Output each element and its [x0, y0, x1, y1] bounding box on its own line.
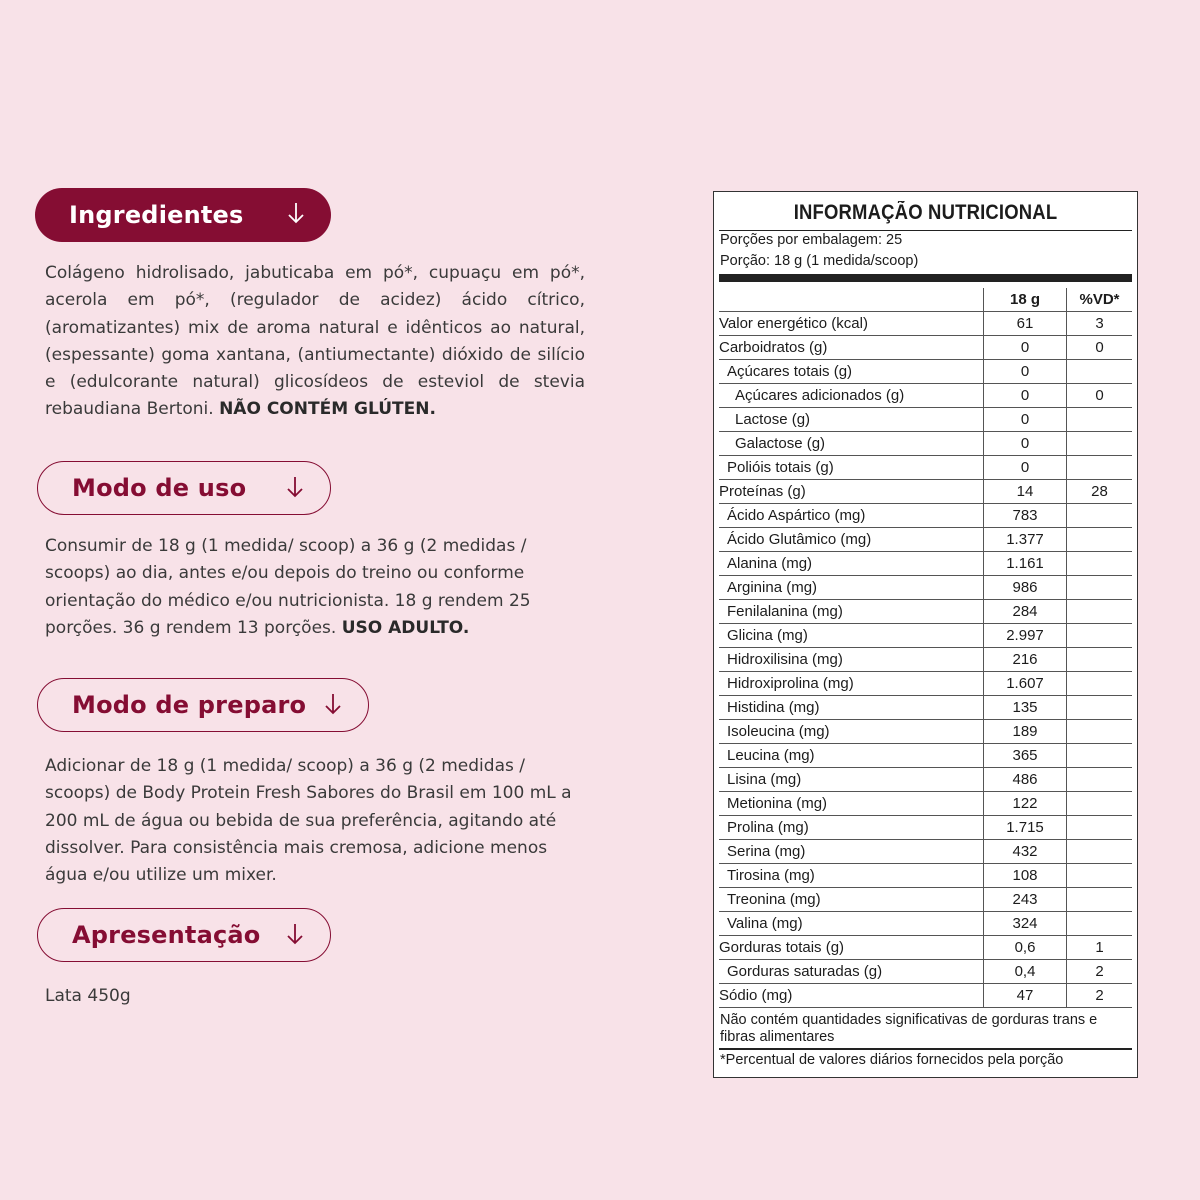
preparation-text: Adicionar de 18 g (1 medida/ scoop) a 36 g (2 medidas / scoops) de Body Protein Fresh Sabores do Brasil em 100 mL a 200 mL de água ou bebida de sua preferência, agitando até dissolver. Para consistência mais cremosa, adicione menos água e/ou utilize um mixer.: [45, 756, 572, 886]
nutrient-name: Valina (mg): [719, 912, 984, 936]
nutrient-vd: [1067, 888, 1133, 912]
nutrient-vd: 0: [1067, 336, 1133, 360]
table-row: [719, 624, 1132, 648]
nutrient-amount: 986: [984, 576, 1067, 600]
nutrient-vd: [1067, 912, 1133, 936]
nutrient-amount: 0: [984, 360, 1067, 384]
nutrient-vd: [1067, 552, 1133, 576]
arrow-down-icon: [286, 921, 304, 947]
nutrient-name: Treonina (mg): [719, 888, 984, 912]
nutrient-amount: 108: [984, 864, 1067, 888]
nutrition-footnote: Não contém quantidades significativas de gorduras trans e fibras alimentares: [720, 1012, 1098, 1045]
nutrient-amount: 47: [984, 984, 1067, 1008]
table-row: [719, 936, 1132, 960]
ingredients-toggle-button[interactable]: [35, 188, 331, 242]
arrow-down-icon: [287, 200, 305, 226]
nutrient-name: Gorduras saturadas (g): [719, 960, 984, 984]
divider: [719, 1048, 1132, 1050]
nutrient-name: Hidroxiprolina (mg): [719, 672, 984, 696]
header-blank: [719, 288, 984, 312]
table-row: [719, 816, 1132, 840]
table-row: [719, 480, 1132, 504]
nutrient-vd: 0: [1067, 384, 1133, 408]
nutrient-vd: [1067, 408, 1133, 432]
nutrient-vd: [1067, 624, 1133, 648]
nutrient-vd: 2: [1067, 960, 1133, 984]
nutrient-vd: [1067, 600, 1133, 624]
nutrient-vd: [1067, 360, 1133, 384]
nutrient-name: Ácido Glutâmico (mg): [719, 528, 984, 552]
nutrient-vd: [1067, 696, 1133, 720]
table-row: [719, 600, 1132, 624]
nutrient-name: Valor energético (kcal): [719, 312, 984, 336]
nutrient-name: Galactose (g): [719, 432, 984, 456]
nutrient-name: Hidroxilisina (mg): [719, 648, 984, 672]
table-row: [719, 864, 1132, 888]
nutrient-amount: 1.161: [984, 552, 1067, 576]
presentation-text: Lata 450g: [45, 986, 131, 1006]
nutrient-amount: 122: [984, 792, 1067, 816]
nutrient-amount: 243: [984, 888, 1067, 912]
table-row: [719, 720, 1132, 744]
table-row: [719, 672, 1132, 696]
nutrient-amount: 284: [984, 600, 1067, 624]
nutrient-vd: [1067, 720, 1133, 744]
table-row: [719, 312, 1132, 336]
nutrient-name: Proteínas (g): [719, 480, 984, 504]
nutrient-amount: 2.997: [984, 624, 1067, 648]
nutrient-name: Ácido Aspártico (mg): [719, 504, 984, 528]
gluten-warning: NÃO CONTÉM GLÚTEN.: [219, 399, 436, 420]
nutrient-amount: 486: [984, 768, 1067, 792]
table-row: [719, 792, 1132, 816]
nutrient-name: Gorduras totais (g): [719, 936, 984, 960]
table-row: [719, 552, 1132, 576]
nutrient-name: Metionina (mg): [719, 792, 984, 816]
nutrient-vd: 1: [1067, 936, 1133, 960]
arrow-down-icon: [324, 691, 342, 717]
nutrition-table: [719, 288, 1132, 1008]
nutrient-amount: 0: [984, 408, 1067, 432]
nutrient-amount: 783: [984, 504, 1067, 528]
table-row: [719, 648, 1132, 672]
nutrient-amount: 216: [984, 648, 1067, 672]
nutrient-amount: 1.377: [984, 528, 1067, 552]
nutrient-name: Polióis totais (g): [719, 456, 984, 480]
nutrition-title: INFORMAÇÃO NUTRICIONAL: [793, 201, 1058, 224]
nutrient-vd: [1067, 672, 1133, 696]
table-row: [719, 384, 1132, 408]
header-vd: %VD*: [1067, 288, 1133, 312]
nutrient-vd: [1067, 792, 1133, 816]
table-row: [719, 888, 1132, 912]
nutrient-vd: [1067, 864, 1133, 888]
nutrient-vd: [1067, 576, 1133, 600]
preparation-toggle-button[interactable]: [37, 678, 369, 732]
nutrient-vd: [1067, 432, 1133, 456]
table-row: [719, 408, 1132, 432]
nutrient-name: Lactose (g): [719, 408, 984, 432]
nutrient-name: Açúcares totais (g): [719, 360, 984, 384]
table-row: [719, 768, 1132, 792]
table-row: [719, 456, 1132, 480]
nutrient-name: Prolina (mg): [719, 816, 984, 840]
nutrient-vd: [1067, 456, 1133, 480]
preparation-title: Modo de preparo: [72, 691, 307, 719]
nutrient-amount: 189: [984, 720, 1067, 744]
table-row: [719, 696, 1132, 720]
table-header-row: [719, 288, 1132, 312]
table-row: [719, 912, 1132, 936]
nutrient-amount: 61: [984, 312, 1067, 336]
nutrition-facts-panel: [713, 191, 1138, 1078]
table-row: [719, 744, 1132, 768]
nutrient-amount: 0,6: [984, 936, 1067, 960]
nutrient-amount: 432: [984, 840, 1067, 864]
nutrient-amount: 14: [984, 480, 1067, 504]
nutrient-amount: 135: [984, 696, 1067, 720]
nutrient-amount: 324: [984, 912, 1067, 936]
table-row: [719, 840, 1132, 864]
nutrient-amount: 0: [984, 456, 1067, 480]
nutrient-amount: 0: [984, 384, 1067, 408]
nutrient-name: Alanina (mg): [719, 552, 984, 576]
nutrient-vd: [1067, 504, 1133, 528]
nutrient-vd: 28: [1067, 480, 1133, 504]
nutrient-amount: 0: [984, 432, 1067, 456]
portion-size: Porção: 18 g (1 medida/scoop): [720, 253, 919, 269]
nutrient-name: Sódio (mg): [719, 984, 984, 1008]
nutrient-name: Tirosina (mg): [719, 864, 984, 888]
thick-divider: [719, 274, 1132, 282]
nutrient-name: Glicina (mg): [719, 624, 984, 648]
nutrient-amount: 1.607: [984, 672, 1067, 696]
nutrient-vd: 3: [1067, 312, 1133, 336]
nutrient-name: Isoleucina (mg): [719, 720, 984, 744]
nutrient-amount: 0,4: [984, 960, 1067, 984]
daily-value-note: *Percentual de valores diários fornecidos pela porção: [720, 1052, 1064, 1068]
nutrient-name: Fenilalanina (mg): [719, 600, 984, 624]
usage-toggle-button[interactable]: [37, 461, 331, 515]
presentation-toggle-button[interactable]: [37, 908, 331, 962]
table-row: [719, 336, 1132, 360]
arrow-down-icon: [286, 474, 304, 500]
nutrient-vd: [1067, 840, 1133, 864]
nutrient-name: Carboidratos (g): [719, 336, 984, 360]
nutrient-vd: 2: [1067, 984, 1133, 1008]
nutrient-vd: [1067, 816, 1133, 840]
nutrient-vd: [1067, 648, 1133, 672]
header-amount: 18 g: [984, 288, 1067, 312]
nutrient-amount: 1.715: [984, 816, 1067, 840]
table-row: [719, 960, 1132, 984]
nutrient-amount: 365: [984, 744, 1067, 768]
divider: [719, 230, 1132, 231]
nutrient-amount: 0: [984, 336, 1067, 360]
table-row: [719, 576, 1132, 600]
usage-text: Consumir de 18 g (1 medida/ scoop) a 36 g (2 medidas / scoops) ao dia, antes e/ou depois do treino ou conforme orientação do médico e/ou nutricionista. 18 g rendem 25 porções. 36 g rendem 13 porções. USO ADULTO.: [45, 536, 531, 638]
nutrient-name: Lisina (mg): [719, 768, 984, 792]
adult-use-label: USO ADULTO.: [341, 617, 470, 638]
nutrient-name: Açúcares adicionados (g): [719, 384, 984, 408]
ingredients-text: Colágeno hidrolisado, jabuticaba em pó*, cupuaçu em pó*, acerola em pó*, (regulador de acidez) ácido cítrico, (aromatizantes) mix de aroma natural e idênticos ao natural, (espessante) goma xantana, (antiumectante) dióxido de silício e (edulcorante natural) glicosídeos de esteviol de stevia rebaudiana Bertoni. NÃO CONTÉM GLÚTEN.: [45, 263, 585, 420]
nutrient-vd: [1067, 528, 1133, 552]
ingredients-title: Ingredientes: [69, 201, 244, 229]
nutrient-name: Arginina (mg): [719, 576, 984, 600]
table-row: [719, 528, 1132, 552]
nutrient-name: Histidina (mg): [719, 696, 984, 720]
presentation-title: Apresentação: [72, 921, 261, 949]
table-row: [719, 360, 1132, 384]
usage-title: Modo de uso: [72, 474, 247, 502]
table-row: [719, 504, 1132, 528]
table-row: [719, 984, 1132, 1008]
nutrient-vd: [1067, 768, 1133, 792]
servings-per-package: Porções por embalagem: 25: [720, 232, 903, 248]
nutrient-name: Serina (mg): [719, 840, 984, 864]
nutrient-vd: [1067, 744, 1133, 768]
table-row: [719, 432, 1132, 456]
nutrient-name: Leucina (mg): [719, 744, 984, 768]
